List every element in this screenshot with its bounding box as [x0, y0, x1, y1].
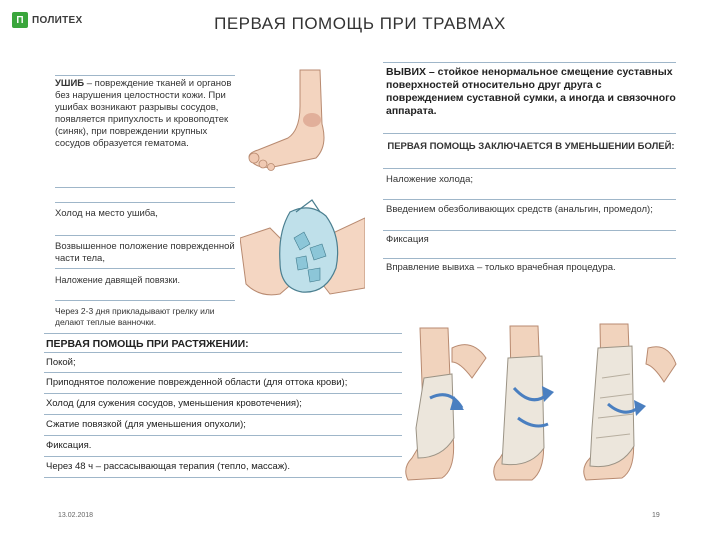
divider [383, 199, 676, 200]
dislocation-step-3: Фиксация [386, 234, 429, 245]
divider [44, 393, 410, 394]
page-number: 19 [652, 512, 660, 519]
divider [55, 235, 235, 236]
bruise-definition-text: – повреждение тканей и органов без нарушения целостности кожи. При ушибах возникают разрывы сосудов, появляется припухлость и кровоподтек (синяк), при повреждении крупных сосудов образуется гематома. [55, 78, 232, 149]
ice-pack-illustration [240, 198, 365, 304]
dislocation-help-title: ПЕРВАЯ ПОМОЩЬ ЗАКЛЮЧАЕТСЯ В УМЕНЬШЕНИИ БОЛЕЙ: [387, 141, 675, 152]
divider [44, 477, 410, 478]
divider [55, 202, 235, 203]
dislocation-definition: ВЫВИХ – стойкое ненормальное смещение суставных поверхностей относительно друг друга с повреждением суставной сумки, а иногда и связочного аппарата. [386, 66, 676, 117]
bruise-step-1: Холод на место ушиба, [55, 208, 158, 219]
footer-date: 13.02.2018 [58, 512, 94, 519]
bruise-definition [55, 78, 233, 150]
bruise-term: УШИБ [55, 78, 85, 89]
divider [55, 268, 235, 269]
sprain-title: ПЕРВАЯ ПОМОЩЬ ПРИ РАСТЯЖЕНИИ: [46, 338, 249, 350]
divider [44, 372, 410, 373]
dislocation-step-1: Наложение холода; [386, 174, 473, 185]
bruise-step-2: Возвышенное положение поврежденной части тела, [55, 241, 235, 264]
divider [383, 133, 676, 134]
sprain-step-6: Через 48 ч – рассасывающая терапия (тепло, массаж). [46, 461, 290, 472]
bruise-step-4: Через 2-3 дня прикладывают грелку или делают теплые ванночки. [55, 306, 215, 327]
sprain-step-1: Покой; [46, 357, 76, 368]
bruise-step-3: Наложение давящей повязки. [55, 275, 180, 285]
divider [383, 62, 676, 63]
divider [44, 435, 410, 436]
logo-text: ПОЛИТЕХ [32, 14, 83, 26]
sprain-step-4: Сжатие повязкой (для уменьшения опухоли); [46, 419, 246, 430]
divider [44, 414, 410, 415]
divider [44, 333, 410, 334]
divider [55, 300, 235, 301]
sprain-step-2: Приподнятое положение поврежденной области (для оттока крови); [46, 377, 348, 388]
dislocation-step-4: Вправление вывиха – только врачебная процедура. [386, 262, 616, 273]
divider [44, 456, 410, 457]
page-title: ПЕРВАЯ ПОМОЩЬ ПРИ ТРАВМАХ [214, 14, 506, 33]
sprain-step-5: Фиксация. [46, 440, 92, 451]
sprain-step-3: Холод (для сужения сосудов, уменьшения кровотечения); [46, 398, 302, 409]
divider [55, 75, 235, 76]
divider [383, 168, 676, 169]
dislocation-step-2: Введением обезболивающих средств (анальгин, промедол); [386, 204, 653, 215]
divider [383, 230, 676, 231]
divider [383, 258, 676, 259]
logo-mark: П [12, 12, 28, 28]
divider [44, 352, 410, 353]
divider [55, 187, 235, 188]
ankle-bandaging-illustration [402, 318, 680, 500]
foot-bruise-illustration [238, 66, 348, 184]
